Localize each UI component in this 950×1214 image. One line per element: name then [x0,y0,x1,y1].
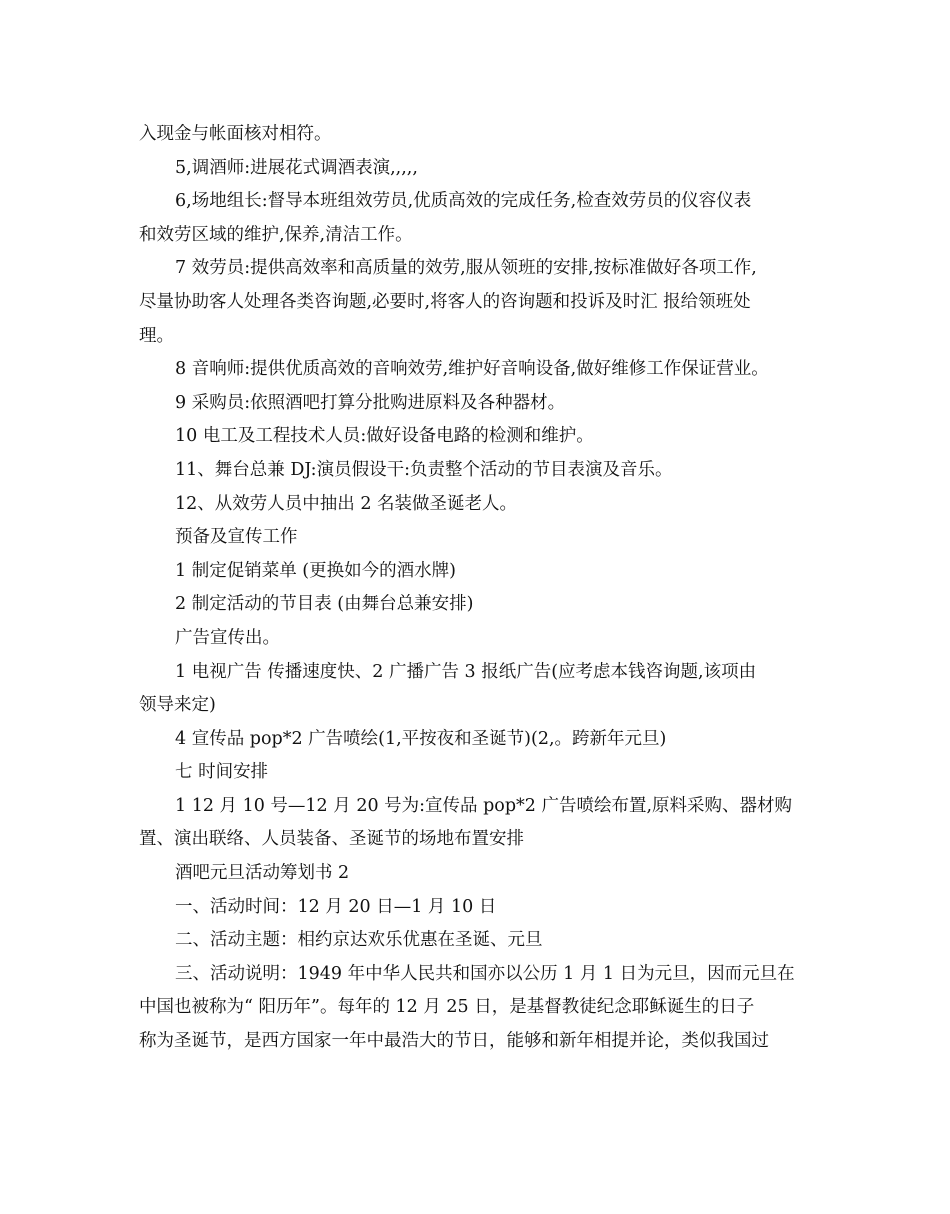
text-line: 8 音响师:提供优质高效的音响效劳,维护好音响设备,做好维修工作保证营业。 [175,359,769,380]
text-line: 5,调酒师:进展花式调酒表演,,,,, [175,157,418,178]
text-line: 理。 [139,325,174,346]
text-line: 酒吧元旦活动筹划书 2 [175,863,350,884]
text-line: 10 电工及工程技术人员:做好设备电路的检测和维护。 [175,426,594,447]
text-line: 1 12 月 10 号—12 月 20 号为:宣传品 pop*2 广告喷绘布置,原料采购、器材购 [175,795,793,816]
text-line: 广告宣传出。 [175,627,280,648]
text-line: 1 电视广告 传播速度快、2 广播广告 3 报纸广告(应考虑本钱咨询题,该项由 [175,661,757,682]
text-line: 和效劳区域的维护,保养,清洁工作。 [139,224,413,245]
text-line: 二、活动主题：相约京达欢乐优惠在圣诞、元旦 [175,930,543,951]
text-line: 6,场地组长:督导本班组效劳员,优质高效的完成任务,检查效劳员的仪容仪表 [175,191,752,212]
text-line: 七 时间安排 [175,762,269,783]
text-line: 领导来定) [139,695,216,716]
text-line: 11、舞台总兼 DJ:演员假设干:负责整个活动的节目表演及音乐。 [175,459,673,480]
text-line: 入现金与帐面核对相符。 [139,124,332,144]
text-line: 4 宣传品 pop*2 广告喷绘(1,平按夜和圣诞节)(2,。跨新年元旦) [175,728,667,749]
text-line: 置、演出联络、人员装备、圣诞节的场地布置安排 [139,829,524,850]
text-line: 预备及宣传工作 [175,527,298,548]
text-line: 中国也被称为“ 阳历年”。每年的 12 月 25 日，是基督教徒纪念耶稣诞生的日子 [139,997,755,1018]
text-line: 9 采购员:依照酒吧打算分批购进原料及各种器材。 [175,392,566,413]
text-line: 一、活动时间：12 月 20 日—1 月 10 日 [175,896,497,917]
text-line: 三、活动说明：1949 年中华人民共和国亦以公历 1 月 1 日为元旦，因而元旦在 [175,963,795,984]
text-line: 尽量协助客人处理各类咨询题,必要时,将客人的咨询题和投诉及时汇 报给领班处 [139,291,751,312]
text-line: 称为圣诞节，是西方国家一年中最浩大的节日，能够和新年相提并论，类似我国过 [139,1031,769,1052]
text-line: 7 效劳员:提供高效率和高质量的效劳,服从领班的安排,按标准做好各项工作, [175,258,757,279]
text-line: 1 制定促销菜单 (更换如今的酒水牌) [175,560,456,581]
text-line: 12、从效劳人员中抽出 2 名装做圣诞老人。 [175,493,518,514]
document-body [139,118,813,1059]
text-line: 2 制定活动的节目表 (由舞台总兼安排) [175,594,474,615]
